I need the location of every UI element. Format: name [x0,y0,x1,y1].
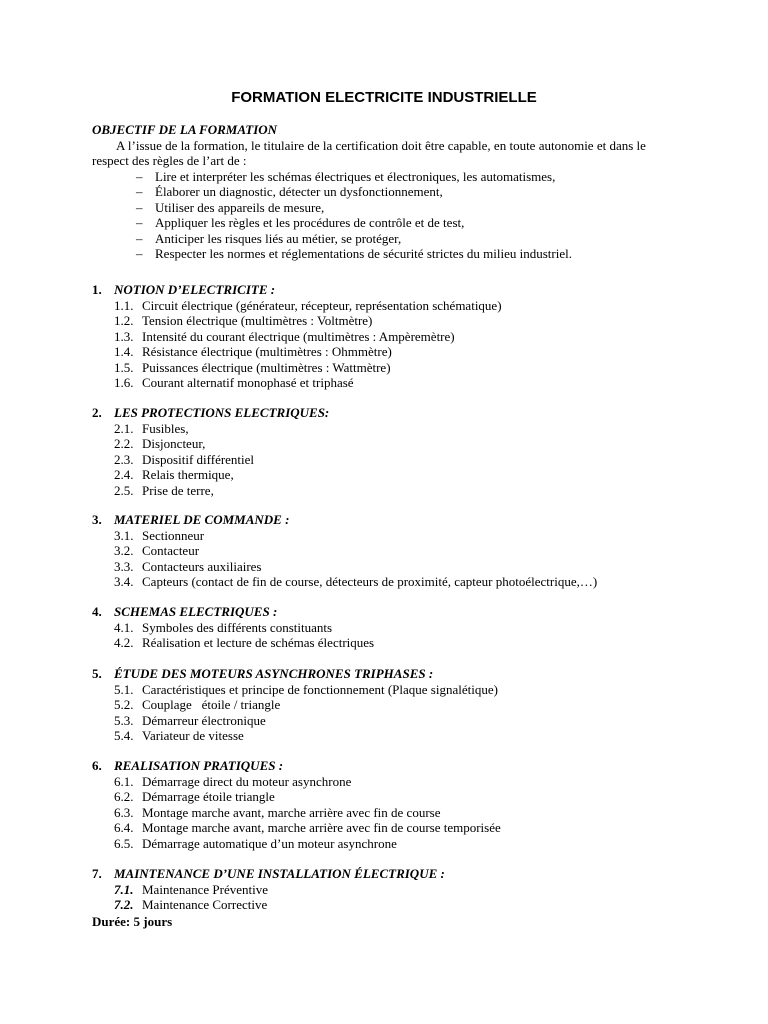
list-item [114,375,712,391]
item-text: Contacteurs auxiliaires [142,558,262,574]
section-heading [92,512,712,528]
list-item [114,774,712,790]
section-number: 7. [92,866,102,881]
item-number: 3.2. [114,543,134,558]
list-item [114,313,712,329]
section-number: 3. [92,512,102,527]
list-item [114,635,712,651]
item-text: Contacteur [142,543,200,558]
section-title: LES PROTECTIONS ELECTRIQUES: [114,405,330,420]
item-text: Puissances électrique (multimètres : Wattmètre) [142,359,391,375]
objective-bullet [136,246,692,262]
list-item [114,344,712,360]
item-number: 5.3. [114,712,134,728]
section-item-list [92,774,712,852]
item-number: 5.2. [114,697,134,712]
list-item [114,421,712,437]
item-text: Démarrage étoile triangle [142,789,275,804]
dash-bullet-icon: – [136,246,143,261]
section-number: 1. [92,282,102,297]
item-text: Couplage étoile / triangle [142,697,281,712]
list-item [114,452,712,468]
item-text: Montage marche avant, marche arrière avec fin de course [142,804,441,820]
item-text: Résistance électrique (multimètres : Ohmmètre) [142,344,392,359]
section-heading [92,405,712,421]
objective-bullet [136,169,692,185]
section-item-list [92,620,712,651]
list-item [114,574,712,590]
section-item-list [92,421,712,499]
list-item [114,789,712,805]
item-text: Maintenance Corrective [142,897,268,912]
section-heading [92,282,712,298]
item-text: Démarrage direct du moteur asynchrone [142,773,352,789]
item-number: 1.4. [114,344,134,359]
dash-bullet-icon: – [136,199,143,215]
list-item [114,329,712,345]
item-number: 1.6. [114,375,134,390]
item-number: 1.1. [114,297,134,313]
section-number: 2. [92,405,102,420]
objective-bullet [136,184,692,200]
item-text: Fusibles, [142,420,189,436]
item-text: Dispositif différentiel [142,451,255,467]
dash-bullet-icon: – [136,184,143,199]
dash-bullet-icon: – [136,230,143,246]
item-text: Intensité du courant électrique (multimètres : Ampèremètre) [142,328,455,344]
item-number: 1.5. [114,359,134,375]
item-text: Symboles des différents constituants [142,619,333,635]
objective-bullet-text: Utiliser des appareils de mesure, [155,199,325,215]
item-number: 2.3. [114,451,134,467]
section-title: SCHEMAS ELECTRIQUES : [114,604,278,619]
section-item-list [92,528,712,590]
list-item [114,882,712,898]
item-number: 2.4. [114,467,134,482]
item-number: 3.3. [114,558,134,574]
item-number: 7.2. [114,897,134,912]
list-item [114,713,712,729]
list-item [114,559,712,575]
objective-bullet-text: Respecter les normes et réglementations de sécurité strictes du milieu industriel. [155,246,572,261]
item-text: Relais thermique, [142,467,234,482]
section-item-list [92,298,712,391]
item-number: 3.1. [114,527,134,543]
item-number: 1.2. [114,313,134,328]
section-item-list [92,882,712,913]
dash-bullet-icon: – [136,168,143,184]
section-title: MATERIEL DE COMMANDE : [114,512,290,527]
objective-heading: OBJECTIF DE LA FORMATION [92,122,278,137]
item-text: Montage marche avant, marche arrière avec fin de course temporisée [142,820,501,835]
item-number: 6.3. [114,804,134,820]
list-item [114,897,712,913]
item-number: 2.2. [114,436,134,451]
objective-bullet-list [92,169,692,262]
section-title: REALISATION PRATIQUES : [114,758,284,773]
list-item [114,620,712,636]
section-heading [92,758,712,774]
objective-block [92,122,692,262]
section-notion-electricite [92,282,712,391]
item-number: 5.4. [114,728,134,743]
section-schemas-electriques [92,604,712,651]
item-number: 4.1. [114,619,134,635]
item-text: Prise de terre, [142,482,214,498]
item-text: Disjoncteur, [142,436,206,451]
objective-intro: A l’issue de la formation, le titulaire de la certification doit être capable, en toute autonomie et dans le respect des règles de l’art de : [92,137,646,168]
item-number: 6.4. [114,820,134,835]
section-title: NOTION D’ELECTRICITE : [114,282,276,297]
item-number: 1.3. [114,328,134,344]
section-heading [92,866,712,882]
objective-bullet [136,231,692,247]
section-title: ÉTUDE DES MOTEURS ASYNCHRONES TRIPHASES : [114,666,434,681]
list-item [114,298,712,314]
section-number: 4. [92,604,102,619]
item-text: Réalisation et lecture de schémas électriques [142,635,375,650]
item-text: Tension électrique (multimètres : Voltmètre) [142,313,373,328]
item-number: 5.1. [114,681,134,697]
list-item [114,543,712,559]
item-text: Courant alternatif monophasé et triphasé [142,375,354,390]
section-number: 6. [92,758,102,773]
item-text: Maintenance Préventive [142,881,268,897]
section-realisation-pratiques [92,758,712,851]
item-text: Circuit électrique (générateur, récepteur, représentation schématique) [142,297,502,313]
list-item [114,467,712,483]
dash-bullet-icon: – [136,215,143,230]
list-item [114,483,712,499]
section-heading [92,604,712,620]
item-number: 6.5. [114,835,134,851]
duration-text: Durée: 5 jours [92,914,173,929]
section-moteurs-asynchrones [92,666,712,744]
section-title: MAINTENANCE D’UNE INSTALLATION ÉLECTRIQUE : [114,866,445,881]
objective-bullet-text: Lire et interpréter les schémas électriques et électroniques, les automatismes, [155,168,556,184]
item-number: 6.1. [114,773,134,789]
objective-bullet-text: Appliquer les règles et les procédures de contrôle et de test, [155,215,465,230]
item-number: 6.2. [114,789,134,804]
section-heading [92,666,712,682]
item-number: 4.2. [114,635,134,650]
objective-bullet-text: Anticiper les risques liés au métier, se protéger, [155,230,402,246]
list-item [114,836,712,852]
objective-bullet [136,215,692,231]
list-item [114,697,712,713]
objective-bullet [136,200,692,216]
item-text: Caractéristiques et principe de fonctionnement (Plaque signalétique) [142,681,498,697]
list-item [114,728,712,744]
list-item [114,528,712,544]
item-number: 2.1. [114,420,134,436]
list-item [114,360,712,376]
list-item [114,682,712,698]
item-number: 3.4. [114,574,134,589]
item-number: 2.5. [114,482,134,498]
section-number: 5. [92,666,102,681]
list-item [114,805,712,821]
item-text: Sectionneur [142,527,205,543]
section-maintenance [92,866,712,913]
section-protections-electriques [92,405,712,498]
item-text: Démarrage automatique d’un moteur asynchrone [142,835,397,851]
document-title: FORMATION ELECTRICITE INDUSTRIELLE [231,89,537,106]
item-text: Variateur de vitesse [142,728,244,743]
item-text: Démarreur électronique [142,712,266,728]
item-number: 7.1. [114,881,134,897]
section-materiel-commande [92,512,712,590]
section-item-list [92,682,712,744]
item-text: Capteurs (contact de fin de course, détecteurs de proximité, capteur photoélectrique,…) [142,574,598,589]
list-item [114,436,712,452]
objective-bullet-text: Élaborer un diagnostic, détecter un dysfonctionnement, [155,184,443,199]
list-item [114,820,712,836]
